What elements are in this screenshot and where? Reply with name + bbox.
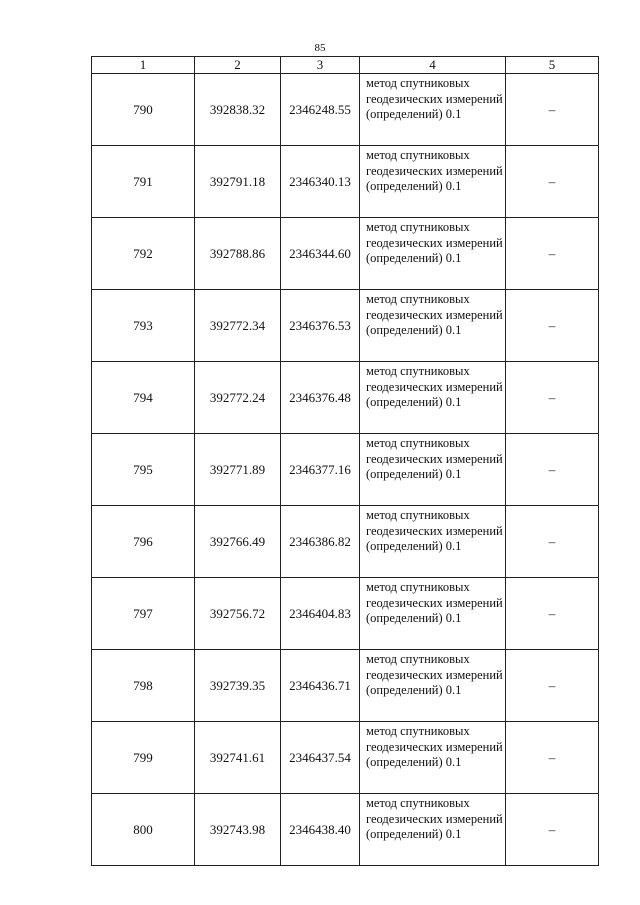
column-header-2: 2 bbox=[195, 57, 281, 74]
method-cell: метод спутниковых геодезических измерений (определений) 0.1 bbox=[360, 650, 506, 722]
column-5-cell: – bbox=[506, 290, 599, 362]
y-coordinate-cell: 2346437.54 bbox=[281, 722, 360, 794]
x-coordinate-cell: 392838.32 bbox=[195, 74, 281, 146]
column-5-cell: – bbox=[506, 218, 599, 290]
y-coordinate-cell: 2346248.55 bbox=[281, 74, 360, 146]
table-header-row bbox=[92, 57, 599, 74]
method-cell: метод спутниковых геодезических измерений (определений) 0.1 bbox=[360, 290, 506, 362]
column-5-cell: – bbox=[506, 794, 599, 866]
coordinates-table bbox=[91, 56, 599, 866]
column-5-cell: – bbox=[506, 722, 599, 794]
table-row bbox=[92, 362, 599, 434]
y-coordinate-cell: 2346438.40 bbox=[281, 794, 360, 866]
point-number-cell: 796 bbox=[92, 506, 195, 578]
method-cell: метод спутниковых геодезических измерений (определений) 0.1 bbox=[360, 362, 506, 434]
y-coordinate-cell: 2346404.83 bbox=[281, 578, 360, 650]
column-5-cell: – bbox=[506, 506, 599, 578]
point-number-cell: 790 bbox=[92, 74, 195, 146]
column-5-cell: – bbox=[506, 74, 599, 146]
point-number-cell: 797 bbox=[92, 578, 195, 650]
x-coordinate-cell: 392788.86 bbox=[195, 218, 281, 290]
method-cell: метод спутниковых геодезических измерений (определений) 0.1 bbox=[360, 794, 506, 866]
method-cell: метод спутниковых геодезических измерений (определений) 0.1 bbox=[360, 434, 506, 506]
y-coordinate-cell: 2346386.82 bbox=[281, 506, 360, 578]
table-row bbox=[92, 290, 599, 362]
point-number-cell: 800 bbox=[92, 794, 195, 866]
table-row bbox=[92, 650, 599, 722]
x-coordinate-cell: 392772.24 bbox=[195, 362, 281, 434]
method-cell: метод спутниковых геодезических измерений (определений) 0.1 bbox=[360, 722, 506, 794]
x-coordinate-cell: 392791.18 bbox=[195, 146, 281, 218]
table-row bbox=[92, 146, 599, 218]
method-cell: метод спутниковых геодезических измерений (определений) 0.1 bbox=[360, 578, 506, 650]
y-coordinate-cell: 2346436.71 bbox=[281, 650, 360, 722]
point-number-cell: 798 bbox=[92, 650, 195, 722]
x-coordinate-cell: 392739.35 bbox=[195, 650, 281, 722]
column-header-4: 4 bbox=[360, 57, 506, 74]
x-coordinate-cell: 392772.34 bbox=[195, 290, 281, 362]
table-row bbox=[92, 794, 599, 866]
table-row bbox=[92, 74, 599, 146]
column-5-cell: – bbox=[506, 578, 599, 650]
table-row bbox=[92, 218, 599, 290]
x-coordinate-cell: 392771.89 bbox=[195, 434, 281, 506]
column-header-5: 5 bbox=[506, 57, 599, 74]
table-row bbox=[92, 722, 599, 794]
point-number-cell: 799 bbox=[92, 722, 195, 794]
column-header-1: 1 bbox=[92, 57, 195, 74]
point-number-cell: 792 bbox=[92, 218, 195, 290]
x-coordinate-cell: 392743.98 bbox=[195, 794, 281, 866]
method-cell: метод спутниковых геодезических измерений (определений) 0.1 bbox=[360, 74, 506, 146]
point-number-cell: 794 bbox=[92, 362, 195, 434]
method-cell: метод спутниковых геодезических измерений (определений) 0.1 bbox=[360, 218, 506, 290]
table-row bbox=[92, 434, 599, 506]
column-5-cell: – bbox=[506, 650, 599, 722]
x-coordinate-cell: 392741.61 bbox=[195, 722, 281, 794]
x-coordinate-cell: 392756.72 bbox=[195, 578, 281, 650]
y-coordinate-cell: 2346376.48 bbox=[281, 362, 360, 434]
y-coordinate-cell: 2346377.16 bbox=[281, 434, 360, 506]
point-number-cell: 791 bbox=[92, 146, 195, 218]
table-row bbox=[92, 506, 599, 578]
column-5-cell: – bbox=[506, 362, 599, 434]
page-number: 85 bbox=[314, 42, 326, 54]
method-cell: метод спутниковых геодезических измерений (определений) 0.1 bbox=[360, 506, 506, 578]
column-5-cell: – bbox=[506, 146, 599, 218]
y-coordinate-cell: 2346344.60 bbox=[281, 218, 360, 290]
table-body bbox=[92, 74, 599, 866]
point-number-cell: 795 bbox=[92, 434, 195, 506]
column-5-cell: – bbox=[506, 434, 599, 506]
y-coordinate-cell: 2346340.13 bbox=[281, 146, 360, 218]
x-coordinate-cell: 392766.49 bbox=[195, 506, 281, 578]
method-cell: метод спутниковых геодезических измерений (определений) 0.1 bbox=[360, 146, 506, 218]
column-header-3: 3 bbox=[281, 57, 360, 74]
point-number-cell: 793 bbox=[92, 290, 195, 362]
y-coordinate-cell: 2346376.53 bbox=[281, 290, 360, 362]
table-row bbox=[92, 578, 599, 650]
